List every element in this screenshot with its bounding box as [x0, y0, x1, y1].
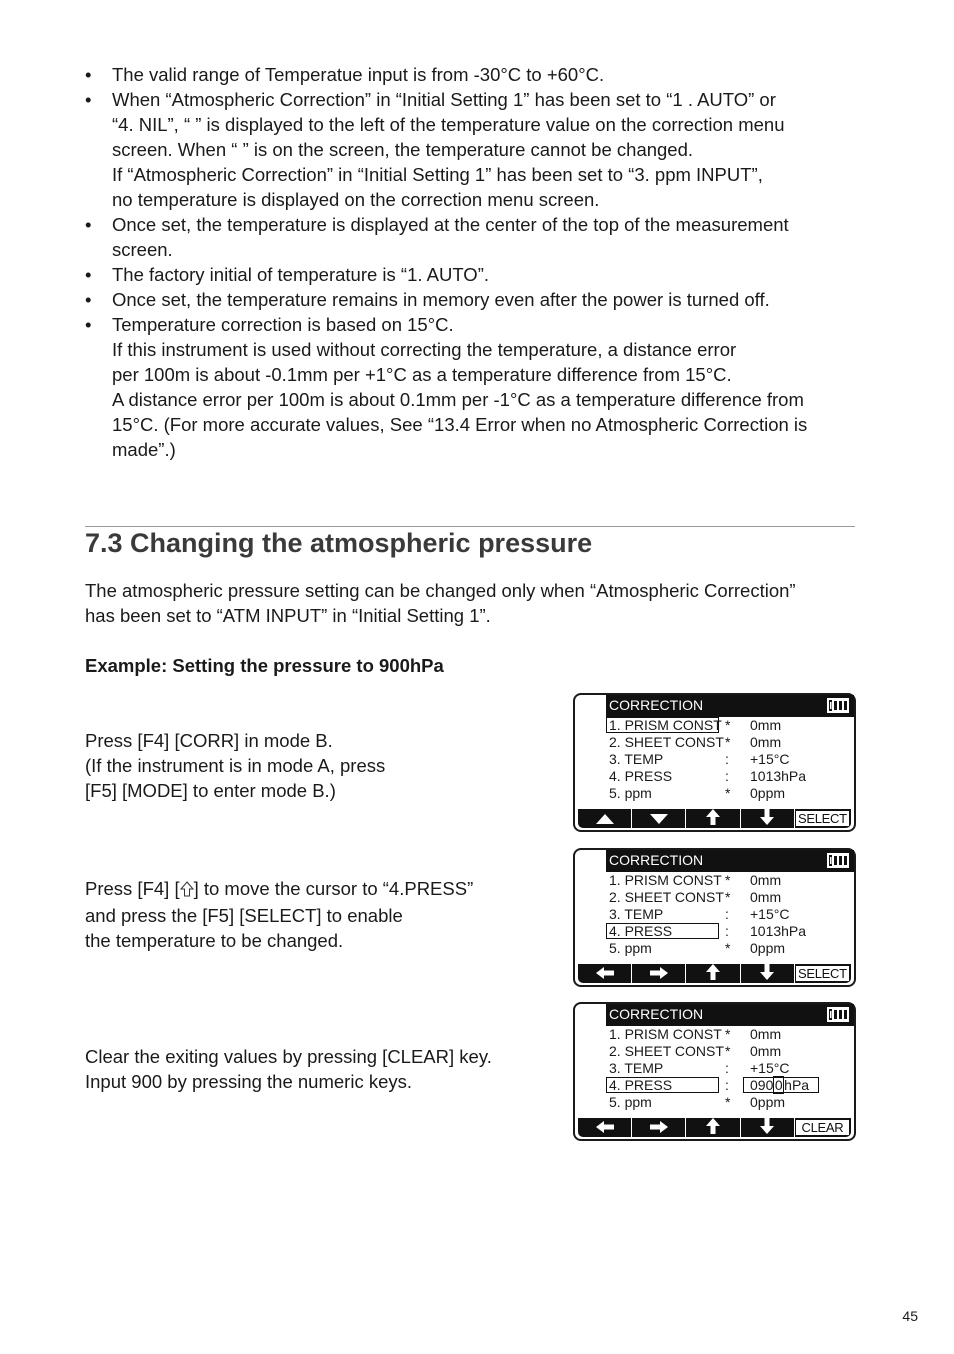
menu-mark: *	[725, 717, 731, 733]
menu-value: 0mm	[750, 872, 782, 888]
lcd-title: CORRECTION	[609, 697, 704, 713]
step-text: the temperature to be changed.	[85, 930, 344, 951]
section-heading: 7.3 Changing the atmospheric pressure	[85, 528, 593, 558]
pressure-input-value[interactable]	[750, 1077, 809, 1094]
bullet-text: screen.	[112, 239, 173, 260]
arrow-right-icon	[650, 1120, 668, 1136]
bullet-text: no temperature is displayed on the correction menu screen.	[112, 189, 600, 210]
arrow-left-icon	[596, 966, 614, 982]
bullet-text: The factory initial of temperature is “1. AUTO”.	[112, 264, 489, 285]
softkey-bar	[578, 1118, 851, 1137]
bullet-text: A distance error per 100m is about 0.1mm per -1°C as a temperature difference from	[112, 389, 804, 410]
menu-mark: *	[725, 1043, 731, 1059]
menu-value: 0mm	[750, 1043, 782, 1059]
lcd-title: CORRECTION	[609, 1006, 704, 1022]
menu-mark: :	[725, 1060, 729, 1076]
softkey-f5-select[interactable]: SELECT	[796, 966, 849, 981]
bullet-dot: •	[85, 89, 92, 110]
menu-value: 0mm	[750, 1026, 782, 1042]
bullet-dot: •	[85, 214, 92, 235]
lcd-title-bar	[606, 1004, 854, 1026]
bullet-list	[85, 62, 865, 462]
softkey-f1[interactable]	[578, 809, 632, 828]
menu-row-ppm[interactable]	[606, 940, 856, 957]
bullet-text: “4. NIL”, “ ” is displayed to the left of the temperature value on the correction menu	[112, 114, 785, 135]
menu-label: 4. PRESS	[609, 923, 673, 939]
lcd-menu	[606, 1026, 856, 1111]
softkey-f2[interactable]	[632, 1118, 686, 1137]
softkey-f3[interactable]	[686, 809, 740, 828]
menu-mark: :	[725, 923, 729, 939]
battery-icon	[827, 1007, 849, 1027]
triangle-down-icon	[650, 811, 668, 827]
bullet-text: If “Atmospheric Correction” in “Initial Setting 1” has been set to “3. ppm INPUT”,	[112, 164, 763, 185]
arrow-right-icon	[650, 966, 668, 982]
bullet-item	[85, 312, 865, 462]
menu-value: 0ppm	[750, 1094, 786, 1110]
menu-mark: *	[725, 785, 731, 801]
menu-label: 3. TEMP	[609, 751, 664, 767]
lcd-title-bar	[606, 850, 854, 872]
menu-value: +15°C	[750, 1060, 790, 1076]
softkey-f5-select[interactable]: SELECT	[796, 811, 849, 826]
arrow-down-icon	[760, 1118, 774, 1137]
menu-row-ppm[interactable]	[606, 1094, 856, 1111]
menu-mark: :	[725, 906, 729, 922]
triangle-up-icon	[596, 811, 614, 827]
softkey-f3[interactable]	[686, 1118, 740, 1137]
step-1-text	[85, 728, 385, 803]
menu-value: 0mm	[750, 889, 782, 905]
menu-label: 5. ppm	[609, 785, 652, 801]
lcd-menu	[606, 872, 856, 957]
section-intro	[85, 578, 796, 628]
battery-icon	[827, 698, 849, 718]
menu-mark: *	[725, 1026, 731, 1042]
softkey-f4[interactable]	[741, 1118, 795, 1137]
menu-label: 3. TEMP	[609, 1060, 664, 1076]
menu-label: 4. PRESS	[609, 768, 673, 784]
softkey-f3[interactable]	[686, 964, 740, 983]
menu-label: 1. PRISM CONST	[609, 717, 722, 733]
lcd-title-bar	[606, 695, 854, 717]
softkey-f2[interactable]	[632, 964, 686, 983]
softkey-f4[interactable]	[741, 964, 795, 983]
arrow-up-icon	[706, 809, 720, 828]
menu-value: +15°C	[750, 751, 790, 767]
bullet-dot: •	[85, 64, 92, 85]
bullet-text: Once set, the temperature is displayed at the center of the top of the measurement	[112, 214, 789, 235]
bullet-text: The valid range of Temperatue input is from -30°C to +60°C.	[112, 64, 605, 85]
softkey-f1[interactable]	[578, 1118, 632, 1137]
menu-row-press[interactable]	[606, 923, 856, 940]
menu-row-prism-const[interactable]	[606, 717, 856, 734]
arrow-down-icon	[760, 809, 774, 828]
menu-row-press[interactable]	[606, 1077, 856, 1094]
menu-row-press[interactable]	[606, 768, 856, 785]
bullet-item	[85, 287, 865, 312]
arrow-down-icon	[760, 964, 774, 983]
menu-label: 2. SHEET CONST	[609, 1043, 724, 1059]
menu-row-prism-const[interactable]	[606, 1026, 856, 1043]
step-text-pre: Press [F4] [	[85, 878, 180, 899]
menu-mark: :	[725, 751, 729, 767]
menu-value: +15°C	[750, 906, 790, 922]
menu-label: 5. ppm	[609, 1094, 652, 1110]
bullet-item	[85, 212, 865, 262]
menu-mark: :	[725, 768, 729, 784]
bullet-text: If this instrument is used without correcting the temperature, a distance error	[112, 339, 737, 360]
arrow-left-icon	[596, 1120, 614, 1136]
menu-row-temp[interactable]	[606, 906, 856, 923]
bullet-dot: •	[85, 314, 92, 335]
menu-value: 0ppm	[750, 785, 786, 801]
step-text: (If the instrument is in mode A, press	[85, 755, 386, 776]
softkey-f4[interactable]	[741, 809, 795, 828]
example-heading: Example: Setting the pressure to 900hPa	[85, 655, 444, 676]
page-number: 45	[902, 1308, 918, 1324]
lcd-screen-1	[573, 693, 856, 832]
menu-label: 2. SHEET CONST	[609, 889, 724, 905]
menu-row-sheet-const[interactable]	[606, 1043, 856, 1060]
lcd-menu	[606, 717, 856, 802]
step-text	[85, 876, 473, 903]
step-text: Clear the exiting values by pressing [CLEAR] key.	[85, 1046, 492, 1067]
value-unit: hPa	[784, 1077, 810, 1093]
step-text: Press [F4] [CORR] in mode B.	[85, 730, 333, 751]
menu-row-prism-const[interactable]	[606, 872, 856, 889]
step-text: and press the [F5] [SELECT] to enable	[85, 905, 403, 926]
text-cursor: 0	[774, 1077, 783, 1093]
arrow-up-outline-icon	[180, 878, 194, 903]
menu-value: 0ppm	[750, 940, 786, 956]
menu-value: 1013hPa	[750, 768, 807, 784]
bullet-text: 15°C. (For more accurate values, See “13.4 Error when no Atmospheric Correction is	[112, 414, 808, 435]
menu-row-sheet-const[interactable]	[606, 734, 856, 751]
lcd-title: CORRECTION	[609, 852, 704, 868]
lcd-screen-2	[573, 848, 856, 987]
intro-text: The atmospheric pressure setting can be changed only when “Atmospheric Correction”	[85, 580, 796, 601]
lcd-screen-3	[573, 1002, 856, 1141]
step-2-text	[85, 876, 473, 953]
bullet-text: When “Atmospheric Correction” in “Initial Setting 1” has been set to “1 . AUTO” or	[112, 89, 776, 110]
menu-mark: *	[725, 940, 731, 956]
bullet-dot: •	[85, 289, 92, 310]
menu-label: 3. TEMP	[609, 906, 664, 922]
step-3-text	[85, 1044, 492, 1094]
menu-row-sheet-const[interactable]	[606, 889, 856, 906]
menu-value: 0mm	[750, 717, 782, 733]
bullet-dot: •	[85, 264, 92, 285]
menu-value: 1013hPa	[750, 923, 807, 939]
arrow-up-icon	[706, 964, 720, 983]
menu-row-ppm[interactable]	[606, 785, 856, 802]
menu-label: 1. PRISM CONST	[609, 872, 722, 888]
menu-label: 4. PRESS	[609, 1077, 673, 1093]
menu-mark: *	[725, 1094, 731, 1110]
menu-mark: *	[725, 872, 731, 888]
menu-value: 0mm	[750, 734, 782, 750]
bullet-text: Temperature correction is based on 15°C.	[112, 314, 454, 335]
bullet-text: Once set, the temperature remains in memory even after the power is turned off.	[112, 289, 770, 310]
menu-mark: *	[725, 734, 731, 750]
bullet-text: screen. When “ ” is on the screen, the temperature cannot be changed.	[112, 139, 694, 160]
arrow-up-icon	[706, 1118, 720, 1137]
softkey-f5-clear[interactable]: CLEAR	[796, 1120, 849, 1135]
intro-text: has been set to “ATM INPUT” in “Initial Setting 1”.	[85, 605, 491, 626]
softkey-bar	[578, 964, 851, 983]
softkey-bar	[578, 809, 851, 828]
step-text-post: ] to move the cursor to “4.PRESS”	[193, 878, 474, 899]
bullet-text: made”.)	[112, 439, 176, 460]
bullet-text: per 100m is about -0.1mm per +1°C as a temperature difference from 15°C.	[112, 364, 732, 385]
bullet-item	[85, 262, 865, 287]
step-text: [F5] [MODE] to enter mode B.)	[85, 780, 336, 801]
step-text: Input 900 by pressing the numeric keys.	[85, 1071, 413, 1092]
battery-icon	[827, 853, 849, 873]
menu-row-temp[interactable]	[606, 1060, 856, 1077]
menu-label: 2. SHEET CONST	[609, 734, 724, 750]
softkey-f1[interactable]	[578, 964, 632, 983]
menu-mark: *	[725, 889, 731, 905]
menu-mark: :	[725, 1077, 729, 1093]
softkey-f2[interactable]	[632, 809, 686, 828]
value-digits: 090	[750, 1077, 774, 1093]
menu-label: 5. ppm	[609, 940, 652, 956]
menu-label: 1. PRISM CONST	[609, 1026, 722, 1042]
menu-row-temp[interactable]	[606, 751, 856, 768]
bullet-item	[85, 62, 865, 87]
bullet-item	[85, 87, 865, 212]
